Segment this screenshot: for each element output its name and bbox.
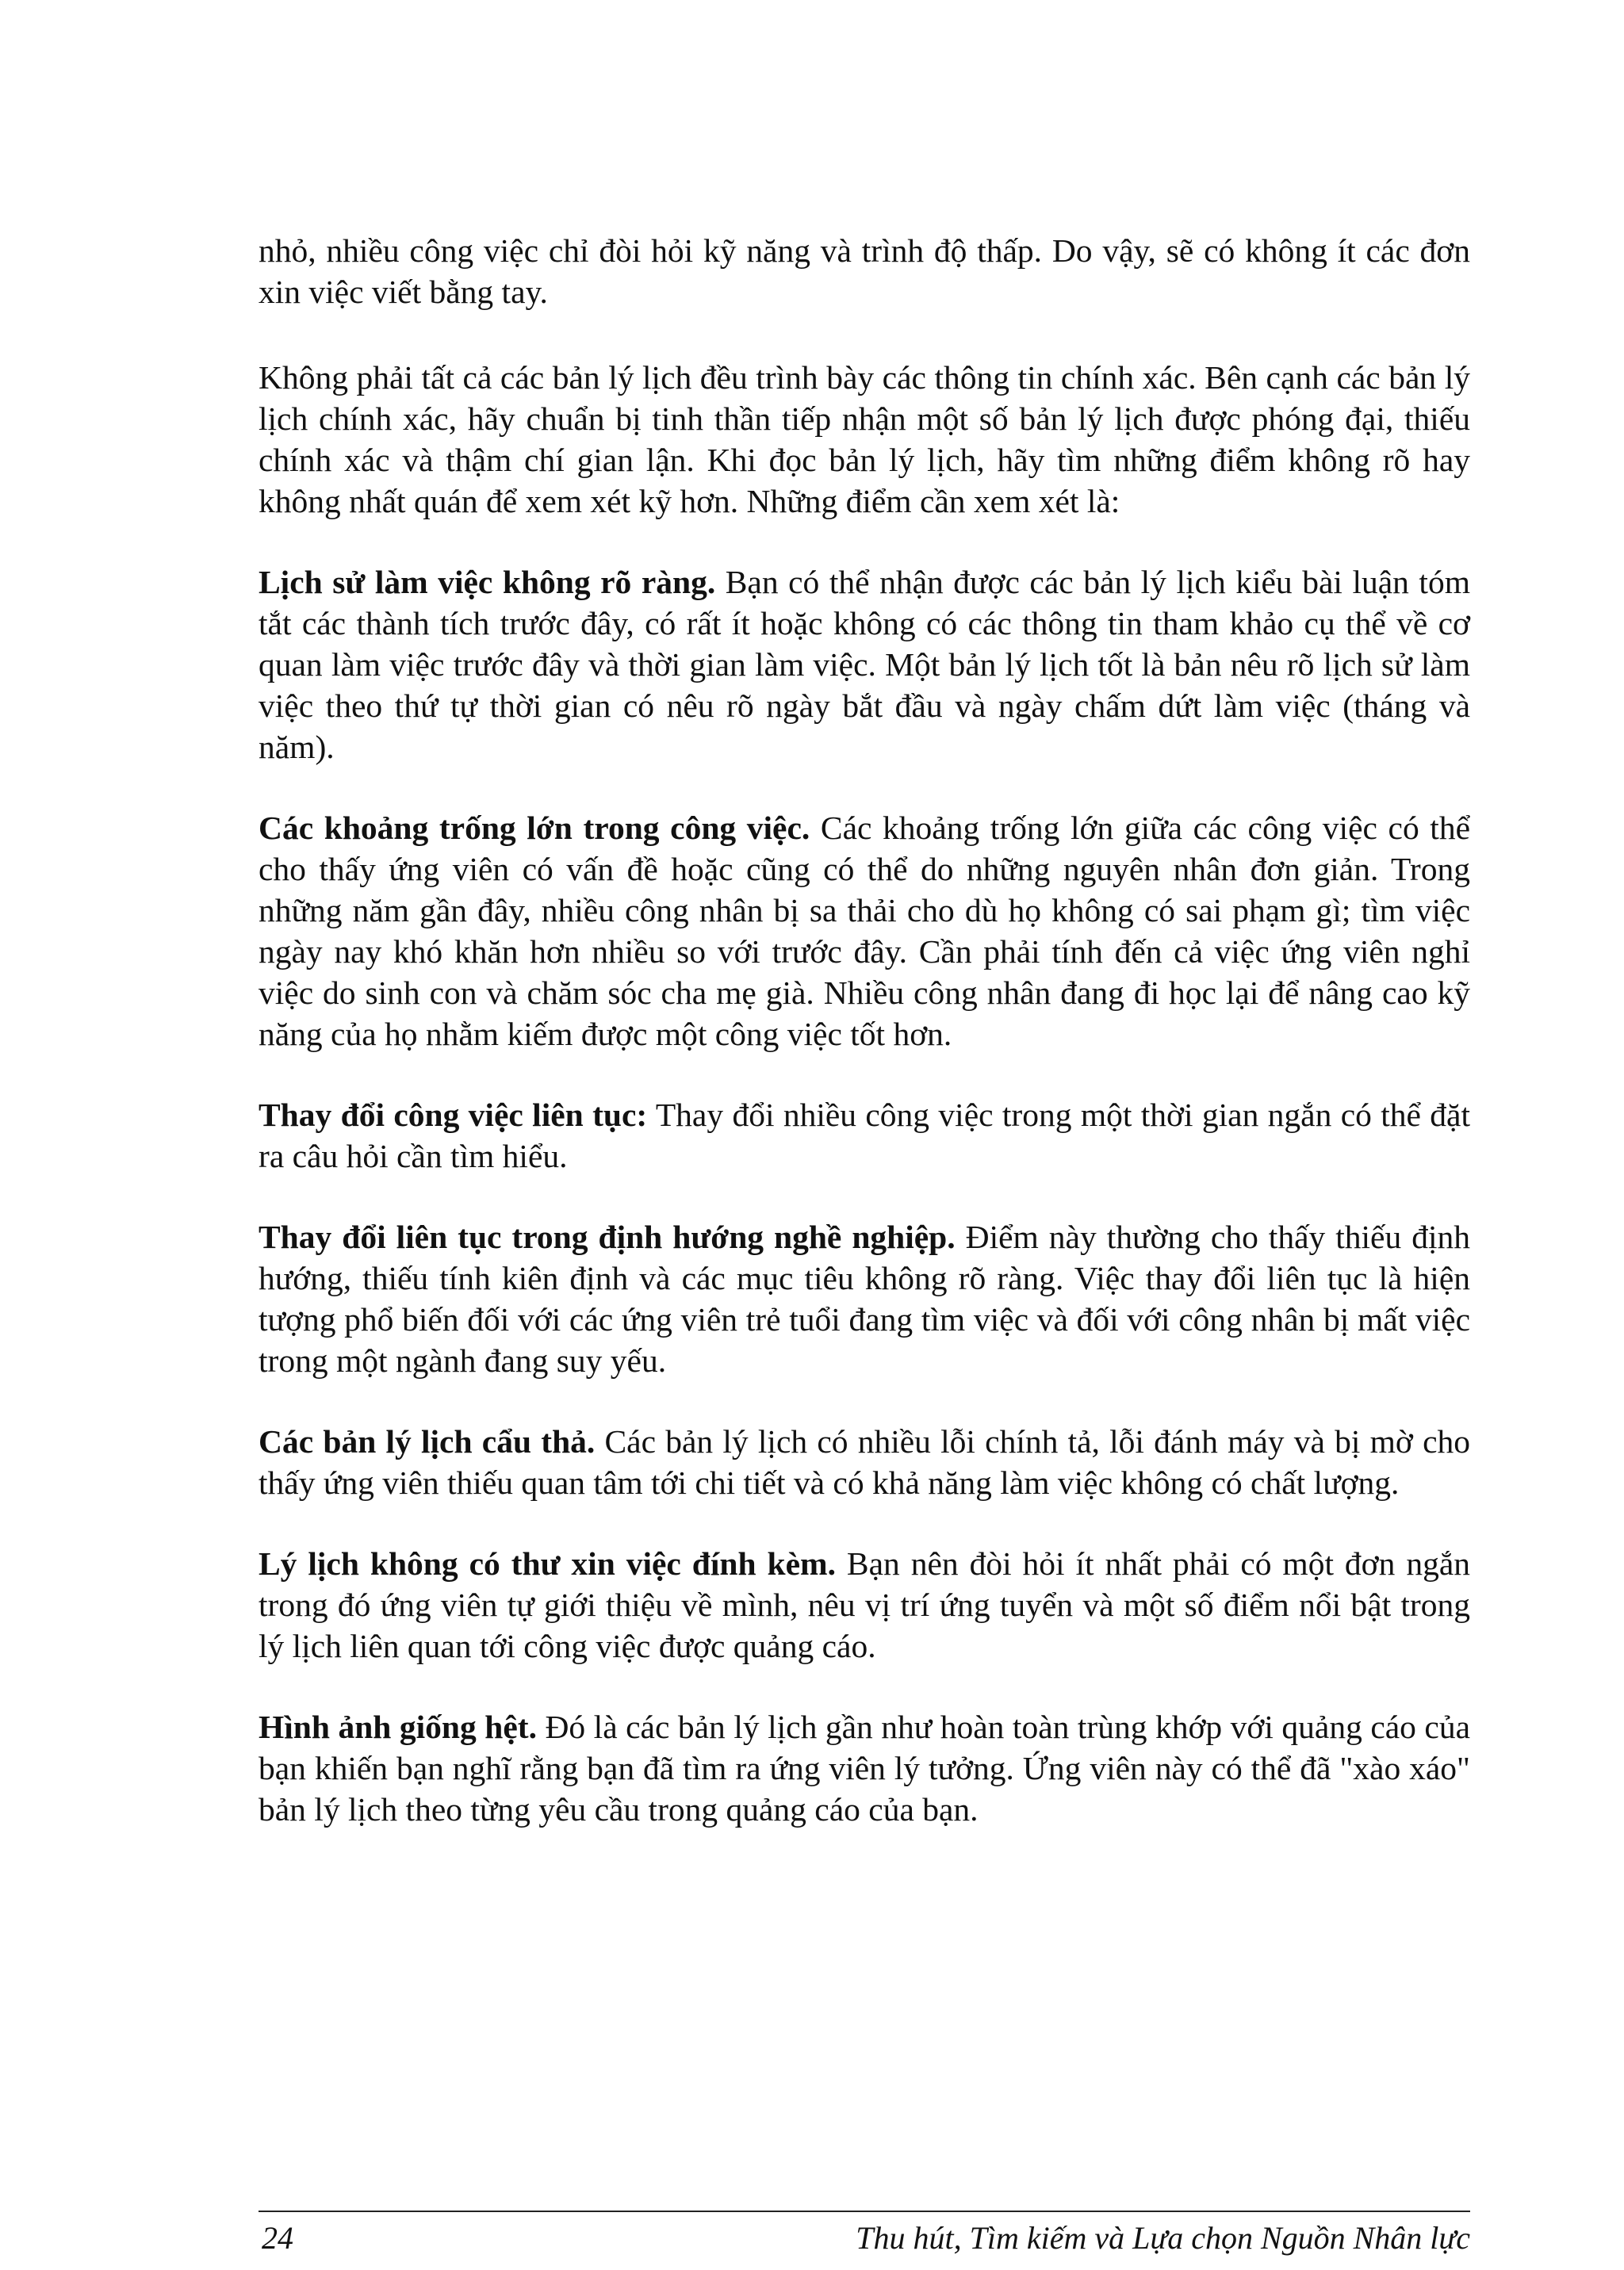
point-heading: Lý lịch không có thư xin việc đính kèm.	[259, 1545, 836, 1582]
page-body	[259, 230, 1470, 1870]
point-text: Các khoảng trống lớn giữa các công việc có thể cho thấy ứng viên có vấn đề hoặc cũng có thể do những nguyên nhân đơn giản. Trong những năm gần đây, nhiều công nhân bị sa thải cho dù họ không có sai phạm gì; tìm việc ngày nay khó khăn hơn nhiều so với trước đây. Cần phải tính đến cả việc ứng viên nghỉ việc do sinh con và chăm sóc cha mẹ già. Nhiều công nhân đang đi học lại để nâng cao kỹ năng của họ nhằm kiếm được một công việc tốt hơn.	[259, 810, 1471, 1052]
point-paragraph	[259, 1216, 1470, 1381]
point-heading: Thay đổi liên tục trong định hướng nghề nghiệp.	[259, 1219, 956, 1255]
page-number: 24	[262, 2220, 293, 2256]
point-heading: Các khoảng trống lớn trong công việc.	[259, 810, 810, 846]
point-text: Các bản lý lịch có nhiều lỗi chính tả, lỗi đánh máy và bị mờ cho thấy ứng viên thiếu quan tâm tới chi tiết và có khả năng làm việc không có chất lượng.	[259, 1423, 1470, 1501]
intro-paragraph: Không phải tất cả các bản lý lịch đều trình bày các thông tin chính xác. Bên cạnh các bản lý lịch chính xác, hãy chuẩn bị tinh thần tiếp nhận một số bản lý lịch được phóng đại, thiếu chính xác và thậm chí gian lận. Khi đọc bản lý lịch, hãy tìm những điểm không rõ hay không nhất quán để xem xét kỹ hơn. Những điểm cần xem xét là:	[259, 359, 1470, 519]
point-paragraph	[259, 1094, 1470, 1177]
point-paragraph	[259, 1421, 1470, 1503]
point-paragraph	[259, 1543, 1470, 1667]
page-footer	[259, 2218, 1470, 2258]
point-text: Bạn nên đòi hỏi ít nhất phải có một đơn ngắn trong đó ứng viên tự giới thiệu về mình, nêu vị trí ứng tuyển và một số điểm nổi bật trong lý lịch liên quan tới công việc được quảng cáo.	[259, 1545, 1470, 1664]
footer-rule	[259, 2211, 1470, 2212]
point-text: Đó là các bản lý lịch gần như hoàn toàn trùng khớp với quảng cáo của bạn khiến bạn nghĩ rằng bạn đã tìm ra ứng viên lý tưởng. Ứng viên này có thể đã "xào xáo" bản lý lịch theo từng yêu cầu trong quảng cáo của bạn.	[259, 1709, 1471, 1828]
point-heading: Hình ảnh giống hệt.	[259, 1709, 537, 1745]
point-paragraph	[259, 807, 1470, 1055]
point-paragraph	[259, 1706, 1470, 1830]
point-heading: Thay đổi công việc liên tục:	[259, 1097, 648, 1133]
point-text: Điểm này thường cho thấy thiếu định hướng, thiếu tính kiên định và các mục tiêu không rõ ràng. Việc thay đổi liên tục là hiện tượng phổ biến đối với các ứng viên trẻ tuổi đang tìm việc và đối với công nhân bị mất việc trong một ngành đang suy yếu.	[259, 1219, 1470, 1379]
point-paragraph	[259, 561, 1470, 768]
point-heading: Lịch sử làm việc không rõ ràng.	[259, 564, 716, 600]
book-title: Thu hút, Tìm kiếm và Lựa chọn Nguồn Nhân lực	[856, 2220, 1470, 2256]
intro-paragraph: nhỏ, nhiều công việc chỉ đòi hỏi kỹ năng và trình độ thấp. Do vậy, sẽ có không ít các đơn xin việc viết bằng tay.	[259, 232, 1470, 310]
point-text: Thay đổi nhiều công việc trong một thời gian ngắn có thể đặt ra câu hỏi cần tìm hiểu.	[259, 1097, 1470, 1174]
point-heading: Các bản lý lịch cẩu thả.	[259, 1423, 596, 1460]
point-text: Bạn có thể nhận được các bản lý lịch kiểu bài luận tóm tắt các thành tích trước đây, có rất ít hoặc không có các thông tin tham khảo cụ thể về cơ quan làm việc trước đây và thời gian làm việc. Một bản lý lịch tốt là bản nêu rõ lịch sử làm việc theo thứ tự thời gian có nêu rõ ngày bắt đầu và ngày chấm dứt làm việc (tháng và năm).	[259, 564, 1470, 765]
